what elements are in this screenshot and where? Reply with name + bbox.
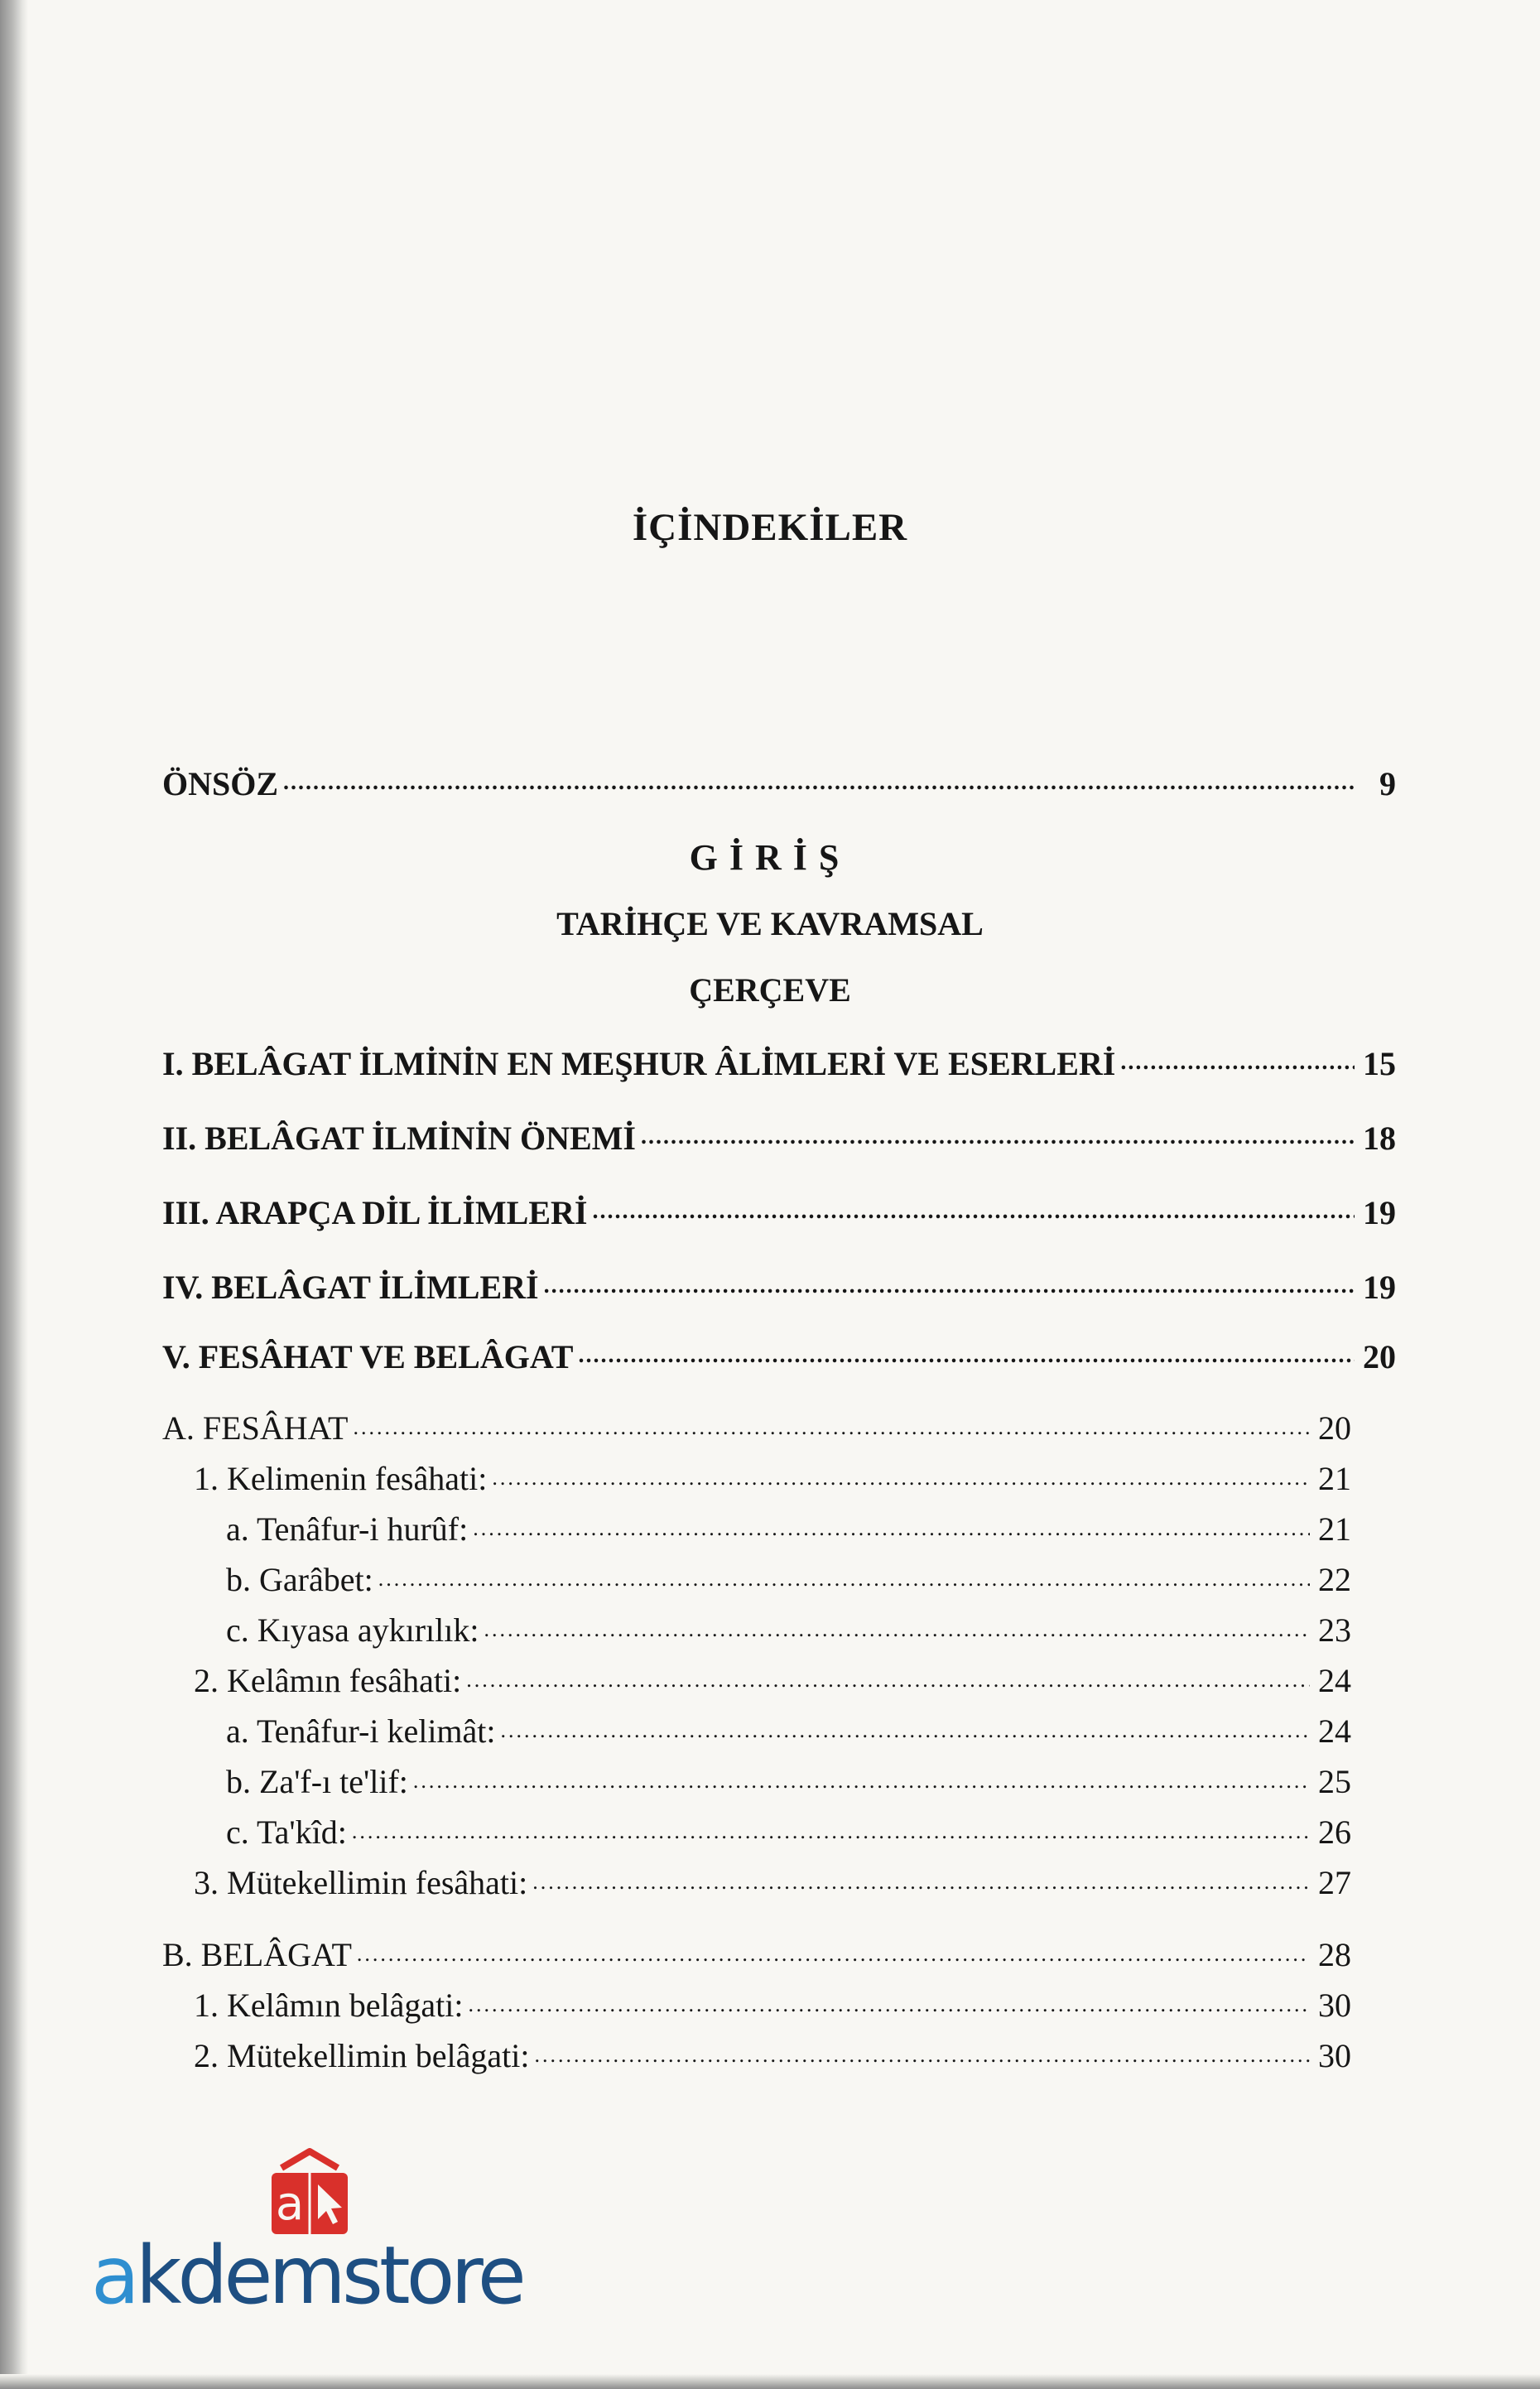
toc-entry-label: 1. Kelimenin fesâhati: — [194, 1460, 488, 1497]
toc-entry-label: c. Ta'kîd: — [226, 1813, 347, 1851]
toc-entry-section[interactable] — [162, 1042, 1396, 1083]
toc-entry-label: I. BELÂGAT İLMİNİN EN MEŞHUR ÂLİMLERİ VE ESERLERİ — [162, 1045, 1116, 1082]
toc-dot-leader — [544, 1265, 1355, 1298]
toc-page-number: 28 — [1318, 1936, 1351, 1973]
toc-entry-label: II. BELÂGAT İLMİNİN ÖNEMİ — [162, 1120, 636, 1157]
toc-page-number: 20 — [1363, 1338, 1396, 1375]
toc-dot-leader — [466, 1659, 1310, 1692]
toc-entry-item[interactable] — [226, 1810, 1351, 1852]
toc-dot-leader — [468, 1983, 1310, 2016]
toc-entry-item[interactable] — [194, 1659, 1351, 1700]
toc-page-number: 19 — [1363, 1269, 1396, 1306]
toc-entry-item[interactable] — [194, 1861, 1351, 1902]
section-heading-giris: GİRİŞ — [689, 837, 851, 878]
toc-dot-leader — [352, 1810, 1310, 1843]
toc-page-number: 25 — [1318, 1763, 1351, 1800]
toc-entry-section[interactable] — [162, 1335, 1396, 1376]
toc-page-number: 27 — [1318, 1864, 1351, 1901]
toc-dot-leader — [473, 1507, 1310, 1540]
logo-accent-letter: a — [91, 2229, 136, 2322]
toc-page-number: 21 — [1318, 1510, 1351, 1548]
toc-page-number: 20 — [1318, 1409, 1351, 1447]
toc-entry-label: b. Garâbet: — [226, 1561, 373, 1598]
toc-page-number: 30 — [1318, 2037, 1351, 2074]
toc-dot-leader — [641, 1116, 1355, 1149]
toc-dot-leader — [1120, 1042, 1355, 1075]
toc-entry-label: 1. Kelâmın belâgati: — [194, 1987, 464, 2024]
toc-dot-leader — [532, 1861, 1310, 1894]
toc-entry-label: a. Tenâfur-i hurûf: — [226, 1510, 469, 1548]
toc-entry-label: 3. Mütekellimin fesâhati: — [194, 1864, 528, 1901]
toc-entry-subsection[interactable] — [162, 1406, 1351, 1447]
toc-page-number: 18 — [1363, 1120, 1396, 1157]
toc-page-number: 26 — [1318, 1813, 1351, 1851]
store-logo-wordmark — [91, 2229, 522, 2322]
toc-entry-label: A. FESÂHAT — [162, 1409, 349, 1447]
toc-dot-leader — [357, 1933, 1310, 1966]
section-subheading: TARİHÇE VE KAVRAMSAL — [556, 905, 984, 942]
toc-entry-item[interactable] — [194, 1983, 1351, 2025]
toc-entry-label: a. Tenâfur-i kelimât: — [226, 1712, 496, 1750]
toc-entry-item[interactable] — [194, 2034, 1351, 2075]
toc-dot-leader — [578, 1335, 1355, 1368]
toc-entry-label: 2. Mütekellimin belâgati: — [194, 2037, 530, 2074]
toc-page-number: 22 — [1318, 1561, 1351, 1598]
section-subheading: ÇERÇEVE — [689, 971, 851, 1009]
toc-entry-label: c. Kıyasa aykırılık: — [226, 1611, 479, 1649]
toc-entry-item[interactable] — [194, 1457, 1351, 1498]
toc-entry-section[interactable] — [162, 1265, 1396, 1307]
page-bottom-edge — [0, 2374, 1540, 2389]
toc-dot-leader — [534, 2034, 1310, 2067]
toc-page-number: 24 — [1318, 1712, 1351, 1750]
store-logo-icon — [265, 2148, 354, 2239]
toc-entry-onsoz[interactable] — [162, 762, 1396, 803]
book-spine-shadow — [0, 0, 28, 2389]
toc-entry-item[interactable] — [226, 1507, 1351, 1549]
toc-page-number: 23 — [1318, 1611, 1351, 1649]
toc-dot-leader — [492, 1457, 1310, 1490]
toc-entry-item[interactable] — [226, 1760, 1351, 1801]
page-title: İÇİNDEKİLER — [632, 506, 908, 549]
toc-dot-leader — [413, 1760, 1310, 1793]
toc-entry-label: ÖNSÖZ — [162, 765, 279, 802]
toc-entry-item[interactable] — [226, 1608, 1351, 1650]
toc-page-number: 24 — [1318, 1662, 1351, 1699]
toc-entry-item[interactable] — [226, 1709, 1351, 1751]
logo-icon-letter: a — [275, 2177, 305, 2231]
toc-page-number: 15 — [1363, 1045, 1396, 1082]
toc-entry-label: B. BELÂGAT — [162, 1936, 352, 1973]
toc-dot-leader — [378, 1558, 1310, 1591]
toc-entry-label: IV. BELÂGAT İLİMLERİ — [162, 1269, 539, 1306]
toc-dot-leader — [353, 1406, 1310, 1439]
logo-wordmark-rest: kdemstore — [135, 2229, 522, 2322]
toc-entry-label: 2. Kelâmın fesâhati: — [194, 1662, 462, 1699]
toc-entry-subsection[interactable] — [162, 1933, 1351, 1974]
toc-dot-leader — [592, 1191, 1355, 1224]
toc-dot-leader — [501, 1709, 1310, 1742]
toc-page-number: 21 — [1318, 1460, 1351, 1497]
toc-dot-leader — [484, 1608, 1310, 1641]
toc-entry-label: V. FESÂHAT VE BELÂGAT — [162, 1338, 574, 1375]
toc-entry-item[interactable] — [226, 1558, 1351, 1599]
toc-entry-section[interactable] — [162, 1191, 1396, 1232]
toc-entry-label: III. ARAPÇA DİL İLİMLERİ — [162, 1194, 588, 1231]
toc-page-number: 30 — [1318, 1987, 1351, 2024]
toc-dot-leader — [283, 762, 1355, 795]
toc-page-number: 19 — [1363, 1194, 1396, 1231]
toc-entry-section[interactable] — [162, 1116, 1396, 1158]
toc-page-number: 9 — [1379, 765, 1396, 802]
toc-entry-label: b. Za'f-ı te'lif: — [226, 1763, 408, 1800]
